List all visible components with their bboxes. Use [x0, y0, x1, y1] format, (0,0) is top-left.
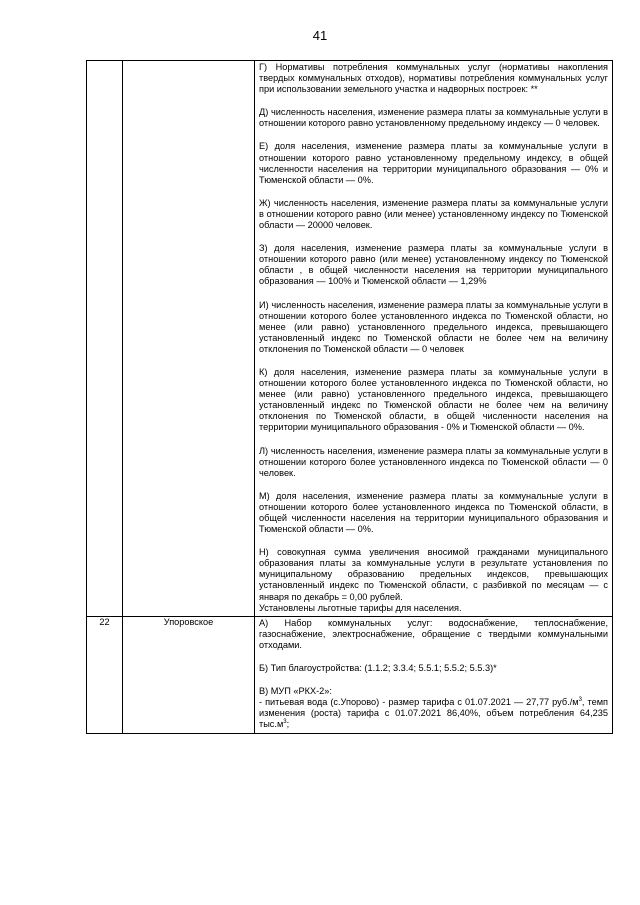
row-number-cell — [87, 61, 123, 617]
tariff-table — [86, 60, 613, 734]
tariff-text-b: , темп изменения (роста) тарифа с 01.07.2021 86,40%, объем потребления 64,235 тыс.м — [259, 697, 608, 730]
paragraph-g: Г) Нормативы потребления коммунальных услуг (нормативы накопления твердых коммунальных отходов), нормативы потребления коммунальных услуг при использовании земельного участка и надворных построек: ** — [259, 62, 608, 95]
paragraph-n: Н) совокупная сумма увеличения вносимой гражданами муниципального образования платы за коммунальные услуги в результате установления по муниципальному образованию предельных индексов, превышающих установленный индекс по Тюменской области, с разбивкой по месяцам — с января по декабрь = 0,00 рублей. — [259, 547, 608, 602]
tariff-text-end: ; — [286, 719, 290, 730]
paragraph-k: К) доля населения, изменение размера платы за коммунальные услуги в отношении которого более установленного индекса по Тюменской области, но менее (или равно) установленного предельного индекса, превышающего установленный индекс по Тюменской области не более чем на величину отклонения по Тюменской области, в общей численности населения на территории муниципального образования - 0% и Тюменской области — 0%. — [259, 366, 608, 433]
paragraph-e: Е) доля населения, изменение размера платы за коммунальные услуги в отношении которого равно установленному предельному индексу, в общей численности населения на территории муниципального образования — 0% и Тюменской области — 0%. — [259, 141, 608, 185]
municipality-cell — [123, 61, 255, 617]
page-number: 41 — [312, 28, 328, 43]
paragraph-z: З) доля населения, изменение размера платы за коммунальные услуги в отношении которого равно (или менее) установленному индексу по Тюменской области , в общей численности населения на территории муниципального образования — 100% и Тюменской области — 1,29% — [259, 243, 608, 287]
paragraph-a: А) Набор коммунальных услуг: водоснабжение, теплоснабжение, газоснабжение, электроснабжение, обращение с твердыми коммунальными отходами. — [259, 617, 608, 650]
details-cell — [255, 61, 613, 617]
paragraph-zh: Ж) численность населения, изменение размера платы за коммунальные услуги в отношении которого равно (или менее) установленному индексу по Тюменской области — 20000 человек. — [259, 197, 608, 231]
closing-line: Установлены льготные тарифы для населения. — [259, 602, 462, 613]
paragraph-d: Д) численность населения, изменение размера платы за коммунальные услуги в отношении которого равно установленному предельному индексу — 0 человек. — [259, 107, 608, 129]
paragraph-b: Б) Тип благоустройства: (1.1.2; 3.3.4; 5.5.1; 5.5.2; 5.5.3)* — [259, 663, 497, 674]
row-number-cell: 22 — [87, 616, 123, 733]
paragraph-l: Л) численность населения, изменение размера платы за коммунальные услуги в отношении которого более установленного индекса по Тюменской области — 0 человек. — [259, 445, 608, 478]
table-row — [87, 61, 613, 617]
paragraph-m: М) доля населения, изменение размера платы за коммунальные услуги в отношении которого более установленного индекса по Тюменской области, в общей численности населения на территории муниципального образования и Тюменской области — 0%. — [259, 490, 608, 535]
paragraph-i: И) численность населения, изменение размера платы за коммунальные услуги в отношении которого более установленного индекса по Тюменской области, но менее (или равно) установленного предельного индекса, превышающего установленный индекс по Тюменской области не более чем на величину отклонения по Тюменской области — 0 человек — [259, 299, 608, 354]
tariff-sup-a: 3 — [578, 697, 582, 704]
municipality-cell: Упоровское — [123, 616, 255, 733]
tariff-sup-b: 3 — [283, 719, 287, 726]
tariff-text-a: - питьевая вода (с.Упорово) - размер тарифа с 01.07.2021 — 27,77 руб./м — [259, 697, 579, 708]
operator-line: В) МУП «РКХ-2»: — [259, 686, 332, 697]
tariff-paragraph — [259, 697, 608, 730]
table-row — [87, 616, 613, 733]
details-cell — [255, 616, 613, 733]
